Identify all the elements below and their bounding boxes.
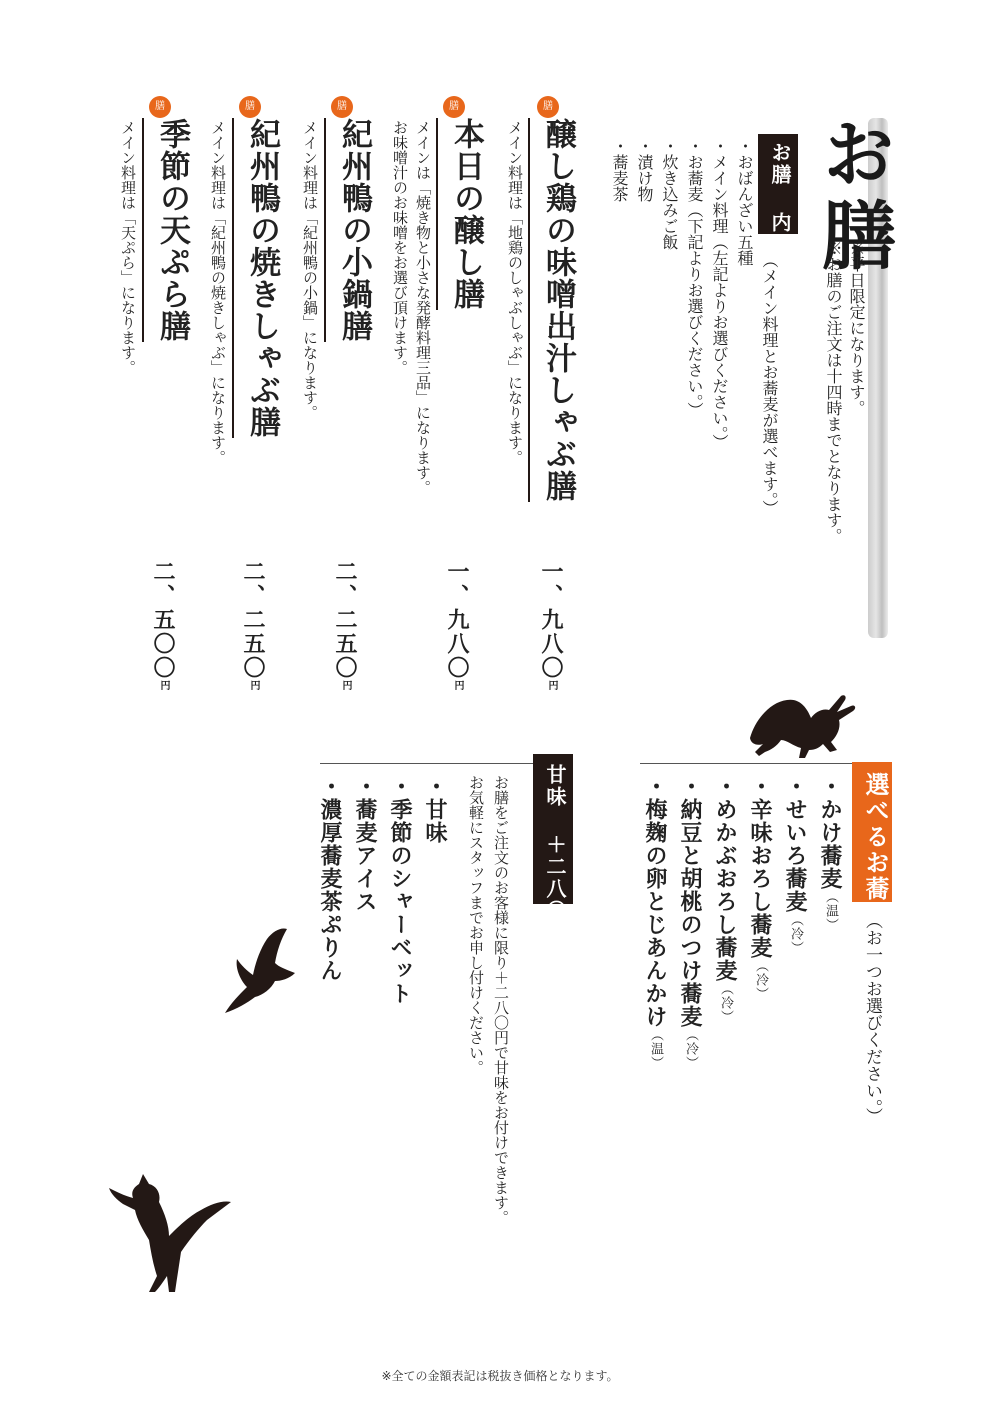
- dish-price: 二、五〇〇円: [150, 560, 176, 692]
- note-order-time: ※お膳のご注文は十四時までとなります。: [824, 240, 843, 544]
- soba-paren: （お一つお選びください。）: [862, 912, 882, 1125]
- kanmi-item: ・甘味: [422, 775, 448, 844]
- kanmi-divider: [320, 763, 533, 764]
- dish-desc: メイン料理は「天ぷら」になります。: [119, 120, 137, 375]
- dish-desc: お味噌汁のお味噌をお選び頂けます。: [391, 120, 409, 375]
- zen-badge: 膳: [149, 96, 171, 118]
- soba-label: 選べるお蕎麦: [861, 772, 890, 928]
- soba-divider: [640, 763, 852, 764]
- soba-item: ・納豆と胡桃のつけ蕎麦（冷）: [677, 775, 703, 1070]
- dish-desc: メイン料理は「紀州鴨の小鍋」になります。: [301, 120, 319, 420]
- dish-name: 紀州鴨の焼きしゃぶ膳: [232, 118, 285, 438]
- naiyou-item: ・蕎麦茶: [610, 138, 629, 202]
- naiyou-item: ・お蕎麦（下記よりお選びください。）: [685, 138, 704, 418]
- footer-tax-note: ※全ての金額表記は税抜き価格となります。: [381, 1369, 619, 1383]
- dish-price: 二、二五〇円: [240, 560, 266, 692]
- naiyou-item: ・炊き込みご飯: [660, 138, 679, 250]
- naiyou-label-box: [758, 134, 798, 256]
- kanmi-item: ・季節のシャーベット: [387, 775, 413, 1005]
- fox-icon: [105, 1170, 235, 1300]
- naiyou-item: ・漬け物: [635, 138, 654, 202]
- naiyou-label: お膳 内容: [768, 142, 792, 256]
- soba-label-box: [852, 762, 892, 928]
- bird-icon: [215, 925, 305, 1020]
- dish-price: 一、九八〇円: [444, 560, 470, 692]
- soba-item: ・せいろ蕎麦（冷）: [782, 775, 808, 955]
- naiyou-paren: （メイン料理とお蕎麦が選べます。）: [760, 252, 779, 516]
- zen-badge: 膳: [239, 96, 261, 118]
- kanmi-label: 甘味 ＋二八〇円: [543, 764, 567, 944]
- dish-desc: メイン料理は「紀州鴨の焼きしゃぶ」になります。: [209, 120, 227, 465]
- dish-name: 季節の天ぷら膳: [142, 118, 195, 342]
- soba-item: ・めかぶおろし蕎麦（冷）: [712, 775, 738, 1024]
- naiyou-item: ・メイン料理（左記よりお選びください。）: [710, 138, 729, 450]
- dish-price: 二、二五〇円: [332, 560, 358, 692]
- dish-name: 醸し鶏の味噌出汁しゃぶ膳: [528, 118, 581, 502]
- dish-name: 本日の醸し膳: [436, 118, 489, 310]
- kanmi-item: ・蕎麦アイス: [352, 775, 378, 913]
- zen-badge: 膳: [537, 96, 559, 118]
- zen-badge: 膳: [331, 96, 353, 118]
- soba-item: ・辛味おろし蕎麦（冷）: [747, 775, 773, 1001]
- kanmi-item: ・濃厚蕎麦茶ぷりん: [317, 775, 343, 982]
- rabbit-icon: [745, 690, 860, 760]
- soba-item: ・かけ蕎麦（温）: [817, 775, 843, 932]
- kanmi-desc: お気軽にスタッフまでお申し付けください。: [467, 775, 485, 1075]
- soba-item: ・梅麹の卵とじあんかけ（温）: [642, 775, 668, 1070]
- naiyou-item: ・おばんざい五種: [735, 138, 754, 266]
- page-title: お膳: [810, 115, 896, 279]
- dish-price: 一、九八〇円: [538, 560, 564, 692]
- zen-badge: 膳: [443, 96, 465, 118]
- kanmi-label-box: [533, 754, 573, 944]
- dish-desc: メイン料理は「地鶏のしゃぶしゃぶ」になります。: [506, 120, 524, 465]
- kanmi-desc: お膳をご注文のお客様に限り＋二八〇円で甘味をお付けできます。: [492, 775, 510, 1225]
- note-weekday: ※平日限定になります。: [847, 240, 866, 416]
- dish-desc: メインは「焼き物と小さな発酵料理三品」になります。: [414, 120, 432, 495]
- dish-name: 紀州鴨の小鍋膳: [324, 118, 377, 342]
